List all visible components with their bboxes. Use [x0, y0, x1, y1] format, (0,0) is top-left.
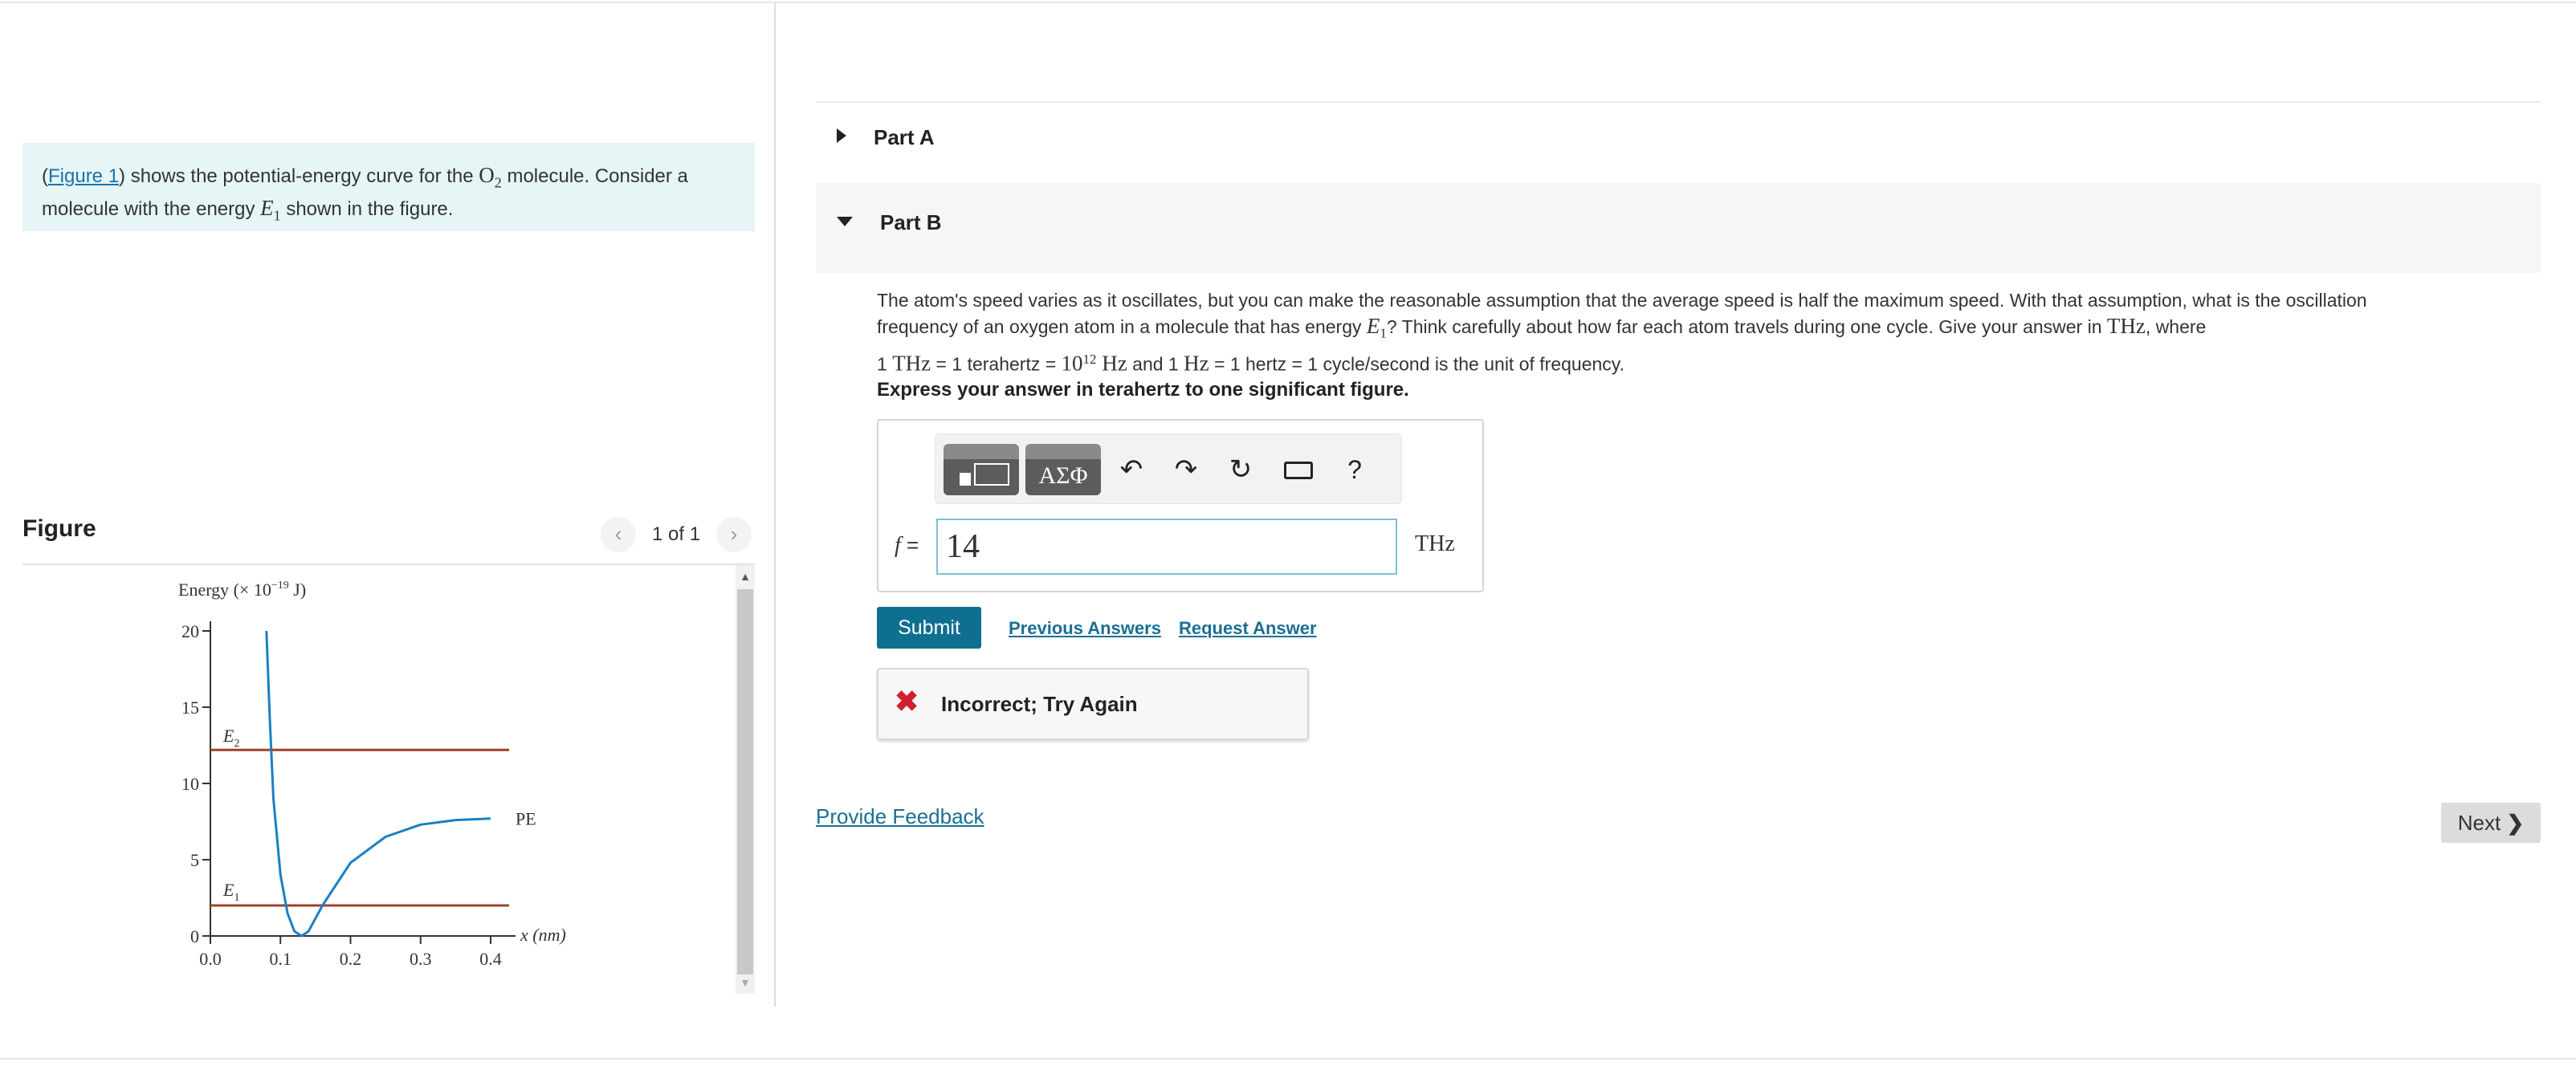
chevron-right-icon[interactable]: › — [716, 517, 752, 552]
potential-energy-chart — [22, 565, 729, 994]
y-tick-label: 10 — [181, 774, 199, 794]
bottom-border — [0, 1058, 2576, 1060]
figure-counter: 1 of 1 — [652, 523, 701, 545]
part-a-header[interactable] — [816, 103, 2541, 170]
y-tick-label: 15 — [181, 698, 199, 718]
math-toolbar — [935, 433, 1402, 504]
provide-feedback-link[interactable]: Provide Feedback — [816, 804, 984, 828]
question-line-2: frequency of an oxygen atom in a molecule that has energy $E_1$? Think carefully about how far each atom travels during one cycle. Give your answer in THz, where — [877, 314, 2207, 341]
caret-right-icon — [837, 128, 846, 143]
y-tick-label: 0 — [190, 926, 199, 946]
pe-label: PE — [516, 808, 536, 829]
answer-variable-label: f = — [895, 533, 919, 558]
reset-icon[interactable]: ↻ — [1229, 454, 1253, 485]
caret-down-icon — [837, 217, 853, 226]
question-line-1: The atom's speed varies as it oscillates, but you can make the reasonable assumption that the average speed is half the maximum speed. With that assumption, what is the oscillation — [877, 290, 2367, 311]
problem-intro: (Figure 1) shows the potential-energy curve for the $O_2$ molecule. Consider a molecule with the energy $E_1$ shown in the figure. — [22, 143, 755, 231]
undo-icon[interactable]: ↶ — [1119, 454, 1143, 485]
symbols-icon[interactable]: ΑΣΦ — [1025, 444, 1101, 495]
e2-label: $E_2$ — [223, 726, 240, 751]
e1-label: $E_1$ — [223, 880, 240, 904]
y-axis-label: Energy (× $10^{-19}$ J) — [178, 580, 307, 600]
pe-curve — [267, 631, 491, 936]
answer-instruction: Express your answer in terahertz to one significant figure. — [877, 379, 1409, 401]
scroll-up-icon[interactable]: ▲ — [740, 570, 751, 583]
x-icon: ✖ — [895, 685, 919, 718]
column-divider — [774, 3, 776, 1007]
x-axis-label: x (nm) — [520, 925, 566, 945]
figure-scrollbar-thumb[interactable] — [737, 589, 753, 974]
question-line-3: 1 THz = 1 terahertz = $10^{12}$ Hz and 1 Hz = 1 hertz = 1 cycle/second is the unit of frequency. — [877, 351, 1624, 376]
intro-text-3: shown in the figure. — [280, 198, 454, 221]
request-answer-link[interactable]: Request Answer — [1179, 618, 1317, 638]
x-tick-label: 0.4 — [479, 949, 502, 969]
y-tick-label: 20 — [181, 621, 199, 641]
part-a-label: Part A — [874, 125, 935, 149]
pe-curve-group — [267, 631, 491, 936]
x-tick-label: 0.0 — [199, 949, 222, 969]
answer-input[interactable] — [936, 519, 1397, 575]
next-button[interactable]: Next ❯ — [2441, 803, 2541, 843]
x-tick-label: 0.1 — [269, 949, 291, 969]
part-b-header[interactable] — [816, 183, 2541, 273]
x-tick-label: 0.2 — [339, 949, 362, 969]
chart-axes — [210, 621, 516, 936]
previous-answers-link[interactable]: Previous Answers — [1009, 618, 1161, 638]
figure-link[interactable]: Figure 1 — [48, 165, 120, 187]
molecule-formula: $O_2$ — [479, 163, 502, 191]
chevron-right-icon: ❯ — [2506, 811, 2525, 835]
submit-button[interactable]: Submit — [877, 607, 981, 649]
answer-unit: THz — [1415, 531, 1455, 556]
chart-ticks — [181, 621, 502, 969]
help-icon[interactable]: ? — [1347, 455, 1362, 484]
energy-symbol: $E_1$ — [260, 196, 281, 224]
part-b-label: Part B — [880, 210, 942, 234]
chart-labels — [222, 726, 566, 945]
chevron-left-icon[interactable]: ‹ — [601, 517, 636, 552]
feedback-box — [877, 668, 1309, 740]
energy-levels — [210, 750, 509, 905]
intro-text-2: molecule. Consider a molecule with the energy — [42, 165, 688, 221]
feedback-message: Incorrect; Try Again — [941, 692, 1138, 716]
intro-text: ) shows the potential-energy curve for the — [119, 165, 479, 187]
templates-icon[interactable] — [944, 444, 1019, 495]
scroll-down-icon[interactable]: ▼ — [740, 976, 751, 989]
redo-icon[interactable]: ↷ — [1174, 454, 1198, 485]
figure-title: Figure — [22, 515, 96, 542]
top-border — [0, 2, 2576, 3]
y-tick-label: 5 — [190, 850, 199, 870]
question-text — [877, 287, 2531, 376]
x-tick-label: 0.3 — [410, 949, 432, 969]
